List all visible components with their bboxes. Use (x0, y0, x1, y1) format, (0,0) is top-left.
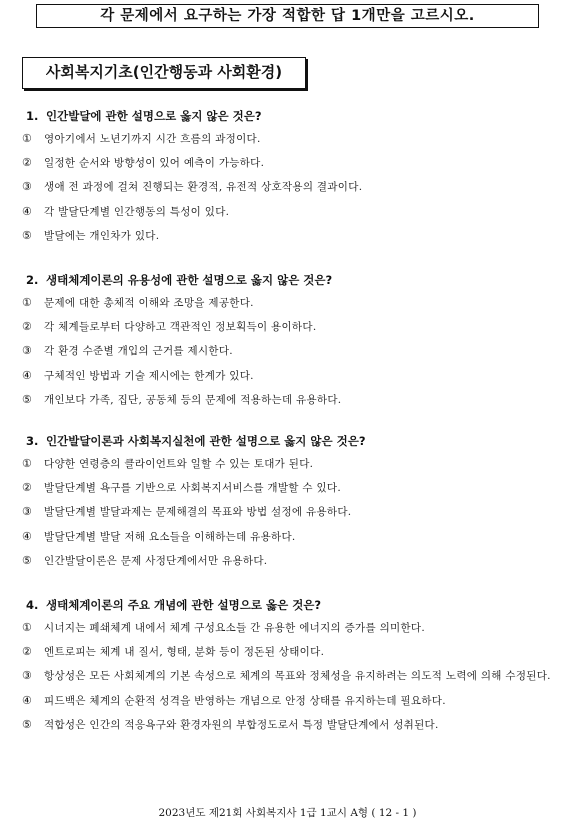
answer-option[interactable] (22, 178, 562, 196)
option-text: 피드백은 체계의 순환적 성격을 반영하는 개념으로 안정 상태를 유지하는데 필요하다. (44, 694, 446, 707)
option-marker: ① (22, 457, 32, 470)
answer-option[interactable] (22, 342, 562, 360)
option-text: 개인보다 가족, 집단, 공동체 등의 문제에 적용하는데 유용하다. (44, 393, 342, 406)
answer-option[interactable] (22, 455, 562, 473)
question-number: 2. (26, 273, 39, 287)
question-number: 3. (26, 434, 39, 448)
answer-option[interactable] (22, 130, 562, 148)
subject-title: 사회복지기초(인간행동과 사회환경) (22, 57, 306, 89)
question-1 (22, 108, 562, 251)
question-title (26, 108, 562, 124)
answer-option[interactable] (22, 667, 562, 685)
question-number: 4. (26, 598, 39, 612)
answer-option[interactable] (22, 692, 562, 710)
question-3 (22, 433, 562, 576)
option-marker: ② (22, 481, 32, 495)
option-marker: ⑤ (22, 228, 32, 242)
answer-option[interactable] (22, 528, 562, 546)
option-marker: ③ (22, 344, 32, 358)
option-marker: ④ (22, 368, 32, 382)
question-4 (22, 597, 562, 740)
question-text: 생태체계이론의 유용성에 관한 설명으로 옳지 않은 것은? (46, 273, 333, 287)
answer-option[interactable] (22, 154, 562, 172)
option-text: 각 환경 수준별 개입의 근거를 제시한다. (44, 345, 233, 358)
option-marker: ① (22, 296, 32, 309)
option-text: 문제에 대한 총체적 이해와 조망을 제공한다. (44, 297, 254, 309)
answer-option[interactable] (22, 294, 562, 312)
question-text: 인간발달에 관한 설명으로 옳지 않은 것은? (46, 109, 262, 123)
question-title (26, 272, 562, 288)
answer-option[interactable] (22, 503, 562, 521)
option-text: 다양한 연령층의 클라이언트와 일할 수 있는 토대가 된다. (44, 458, 314, 470)
option-text: 항상성은 모든 사회체계의 기본 속성으로 체계의 목표와 정체성을 유지하려는 의도적 노력에 의해 수정된다. (44, 670, 551, 683)
answer-option[interactable] (22, 479, 562, 497)
option-marker: ① (22, 132, 32, 145)
option-text: 각 체계들로부터 다양하고 객관적인 정보획득이 용이하다. (44, 321, 317, 334)
option-text: 생애 전 과정에 걸쳐 진행되는 환경적, 유전적 상호작용의 결과이다. (44, 181, 363, 194)
option-text: 발달단계별 발달과제는 문제해결의 목표와 방법 설정에 유용하다. (44, 506, 352, 519)
option-text: 시너지는 폐쇄체계 내에서 체계 구성요소들 간 유용한 에너지의 증가를 의미한다. (44, 622, 425, 634)
option-text: 각 발달단계별 인간행동의 특성이 있다. (44, 205, 230, 218)
question-text: 인간발달이론과 사회복지실천에 관한 설명으로 옳지 않은 것은? (46, 434, 366, 448)
answer-option[interactable] (22, 619, 562, 637)
question-title (26, 597, 562, 613)
option-marker: ② (22, 320, 32, 334)
option-text: 발달에는 개인차가 있다. (44, 229, 160, 242)
option-marker: ② (22, 645, 32, 659)
question-text: 생태체계이론의 주요 개념에 관한 설명으로 옳은 것은? (46, 598, 322, 612)
option-text: 적합성은 인간의 적응욕구와 환경자원의 부합정도로서 특정 발달단계에서 성취된다. (44, 718, 439, 731)
answer-option[interactable] (22, 716, 562, 734)
exam-instruction: 각 문제에서 요구하는 가장 적합한 답 1개만을 고르시오. (36, 4, 539, 28)
option-text: 인간발달이론은 문제 사정단계에서만 유용하다. (44, 554, 268, 567)
option-marker: ⑤ (22, 717, 32, 731)
option-marker: ⑤ (22, 553, 32, 567)
option-marker: ① (22, 621, 32, 634)
answer-option[interactable] (22, 391, 562, 409)
option-text: 일정한 순서와 방향성이 있어 예측이 가능하다. (44, 157, 265, 170)
option-marker: ⑤ (22, 392, 32, 406)
question-number: 1. (26, 109, 39, 123)
option-text: 발달단계별 발달 저해 요소들을 이해하는데 유용하다. (44, 530, 296, 543)
answer-option[interactable] (22, 203, 562, 221)
option-text: 영아기에서 노년기까지 시간 흐름의 과정이다. (44, 133, 261, 145)
answer-option[interactable] (22, 367, 562, 385)
answer-option[interactable] (22, 643, 562, 661)
option-marker: ④ (22, 693, 32, 707)
question-title (26, 433, 562, 449)
option-text: 발달단계별 욕구를 기반으로 사회복지서비스를 개발할 수 있다. (44, 482, 341, 495)
option-text: 엔트로피는 체계 내 질서, 형태, 분화 등이 정돈된 상태이다. (44, 646, 325, 659)
option-text: 구체적인 방법과 기술 제시에는 한계가 있다. (44, 369, 254, 382)
option-marker: ④ (22, 204, 32, 218)
question-2 (22, 272, 562, 415)
answer-option[interactable] (22, 227, 562, 245)
option-marker: ④ (22, 529, 32, 543)
option-marker: ③ (22, 180, 32, 194)
answer-option[interactable] (22, 552, 562, 570)
answer-option[interactable] (22, 318, 562, 336)
option-marker: ③ (22, 669, 32, 683)
option-marker: ③ (22, 505, 32, 519)
page-footer: 2023년도 제21회 사회복지사 1급 1교시 A형 ( 12 - 1 ) (158, 807, 417, 819)
option-marker: ② (22, 156, 32, 170)
